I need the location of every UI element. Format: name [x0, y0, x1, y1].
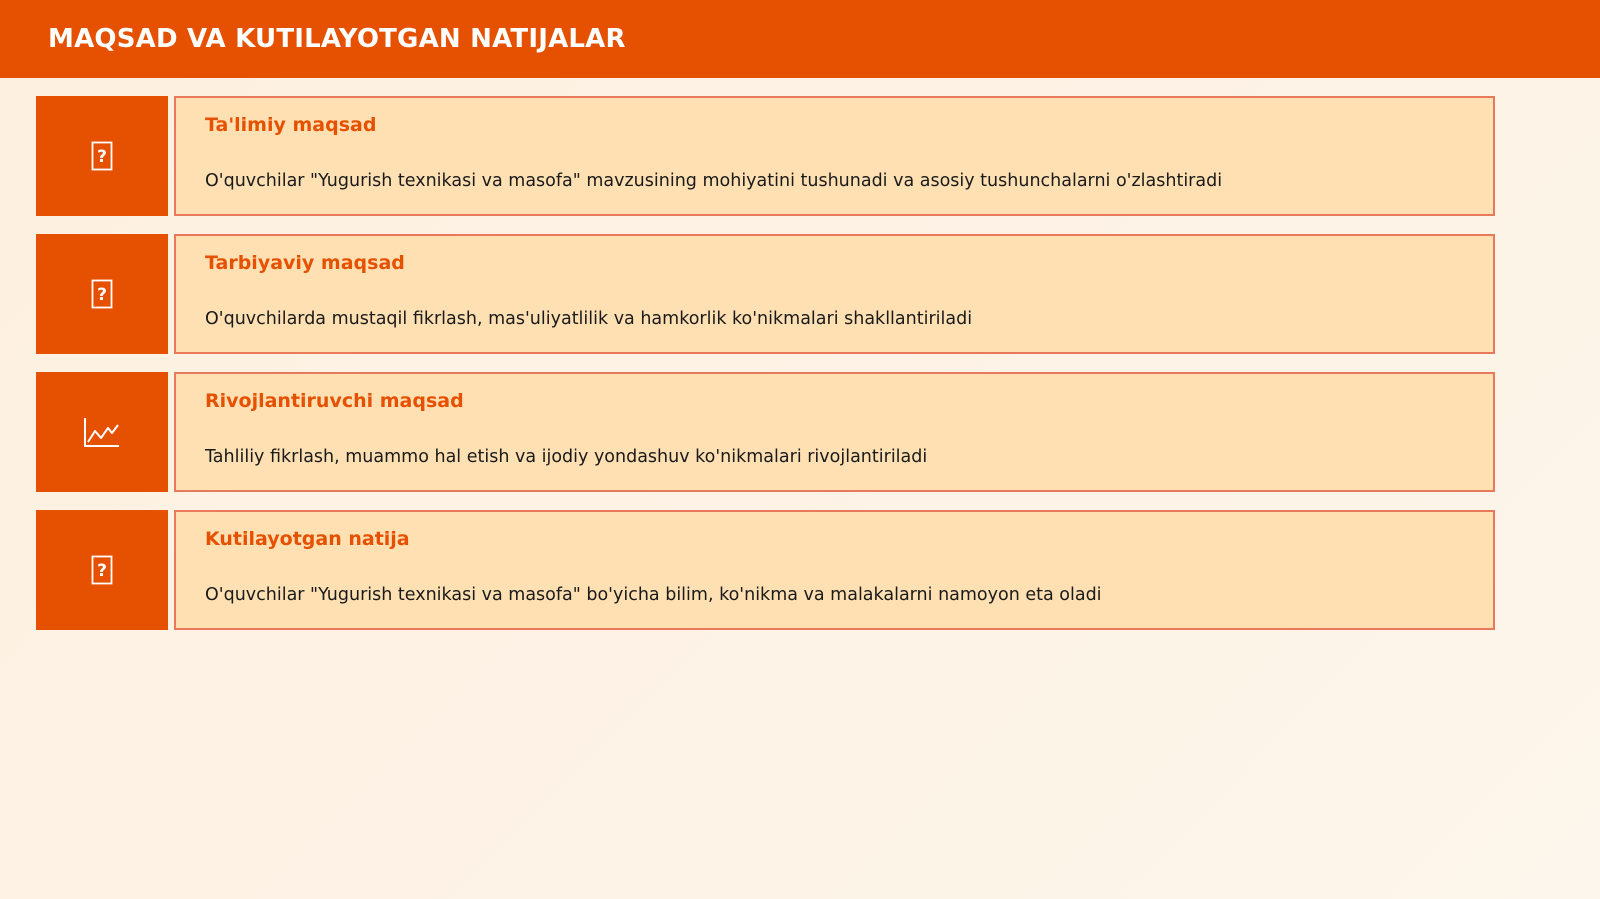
goal-icon-box [36, 510, 168, 630]
goal-row-developmental [36, 372, 1495, 492]
goal-icon-box [36, 372, 168, 492]
svg-text:?: ? [97, 147, 107, 167]
goal-icon-box [36, 96, 168, 216]
goal-card [174, 96, 1495, 216]
goals-list [36, 96, 1495, 648]
goal-row-expected-result [36, 510, 1495, 630]
goal-row-upbringing [36, 234, 1495, 354]
goal-description: O'quvchilar "Yugurish texnikasi va masofa" mavzusining mohiyatini tushunadi va asosiy tushunchalarni o'zlashtiradi [205, 171, 1223, 191]
page-title: MAQSAD VA KUTILAYOTGAN NATIJALAR [48, 24, 626, 54]
goal-icon-box [36, 234, 168, 354]
goal-row-educational [36, 96, 1495, 216]
goal-title: Ta'limiy maqsad [205, 114, 377, 136]
missing-glyph-icon [91, 555, 113, 585]
goal-description: O'quvchilarda mustaqil fikrlash, mas'uliyatlilik va hamkorlik ko'nikmalari shakllantiriladi [205, 309, 973, 329]
svg-text:?: ? [97, 561, 107, 581]
goal-description: Tahliliy fikrlash, muammo hal etish va ijodiy yondashuv ko'nikmalari rivojlantiriladi [205, 447, 928, 467]
goal-description: O'quvchilar "Yugurish texnikasi va masofa" bo'yicha bilim, ko'nikma va malakalarni namoyon eta oladi [205, 585, 1102, 605]
missing-glyph-icon [91, 141, 113, 171]
header-bar [0, 0, 1600, 78]
goal-title: Tarbiyaviy maqsad [205, 252, 405, 274]
goal-title: Kutilayotgan natija [205, 528, 410, 550]
goal-title: Rivojlantiruvchi maqsad [205, 390, 464, 412]
line-chart-icon [83, 416, 121, 448]
svg-text:?: ? [97, 285, 107, 305]
goal-card [174, 234, 1495, 354]
goal-card [174, 372, 1495, 492]
goal-card [174, 510, 1495, 630]
missing-glyph-icon [91, 279, 113, 309]
